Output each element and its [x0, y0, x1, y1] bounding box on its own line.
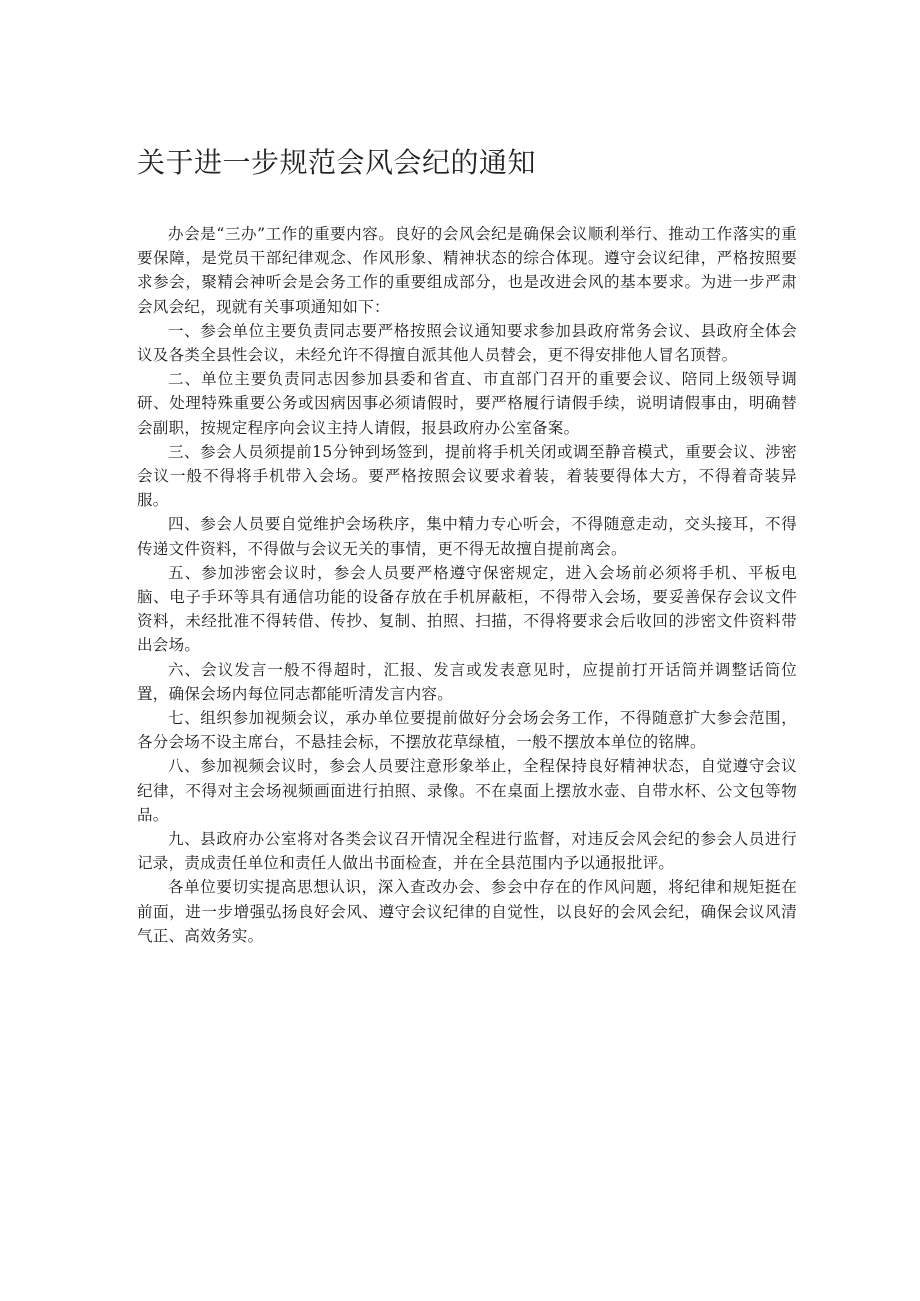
document-body [137, 222, 797, 948]
paragraph-intro: 办会是“三办”工作的重要内容。良好的会风会纪是确保会议顺利举行、推动工作落实的重要保障，是党员干部纪律观念、作风形象、精神状态的综合体现。遵守会议纪律，严格按照要求参会，聚精会神听会是会务工作的重要组成部分，也是改进会风的基本要求。为进一步严肃会风会纪，现就有关事项通知如下： [137, 225, 797, 316]
paragraph-item-4: 四、参会人员要自觉维护会场秩序，集中精力专心听会，不得随意走动，交头接耳，不得传递文件资料，不得做与会议无关的事情，更不得无故擅自提前离会。 [137, 515, 797, 558]
paragraph-item-3: 三、参会人员须提前15分钟到场签到，提前将手机关闭或调至静音模式，重要会议、涉密会议一般不得将手机带入会场。要严格按照会议要求着装，着装要得体大方，不得着奇装异服。 [137, 442, 797, 510]
paragraph-item-1: 一、参会单位主要负责同志要严格按照会议通知要求参加县政府常务会议、县政府全体会议及各类全县性会议，未经允许不得擅自派其他人员替会，更不得安排他人冒名顶替。 [137, 321, 797, 365]
paragraph-item-6: 六、会议发言一般不得超时，汇报、发言或发表意见时，应提前打开话筒并调整话筒位置，确保会场内每位同志都能听清发言内容。 [137, 660, 797, 703]
paragraph-item-5: 五、参加涉密会议时，参会人员要严格遵守保密规定，进入会场前必须将手机、平板电脑、电子手环等具有通信功能的设备存放在手机屏蔽柜，不得带入会场，要妥善保存会议文件资料，未经批准不得转借、传抄、复制、拍照、扫描，不得将要求会后收回的涉密文件资料带出会场。 [137, 563, 797, 655]
paragraph-item-2: 二、单位主要负责同志因参加县委和省直、市直部门召开的重要会议、陪同上级领导调研、处理特殊重要公务或因病因事必须请假时，要严格履行请假手续，说明请假事由，明确替会副职，按规定程序向会议主持人请假，报县政府办公室备案。 [137, 370, 797, 437]
paragraph-item-7: 七、组织参加视频会议，承办单位要提前做好分会场会务工作，不得随意扩大参会范围，各分会场不设主席台，不悬挂会标，不摆放花草绿植，一般不摆放本单位的铭牌。 [137, 709, 797, 752]
paragraph-item-8: 八、参加视频会议时，参会人员要注意形象举止，全程保持良好精神状态，自觉遵守会议纪律，不得对主会场视频画面进行拍照、录像。不在桌面上摆放水壶、自带水杯、公文包等物品。 [137, 757, 797, 824]
paragraph-conclusion: 各单位要切实提高思想认识，深入查改办会、参会中存在的作风问题，将纪律和规矩挺在前面，进一步增强弘扬良好会风、遵守会议纪律的自觉性，以良好的会风会纪，确保会议风清气正、高效务实。 [137, 878, 797, 945]
document-title: 关于进一步规范会风会纪的通知 [137, 146, 537, 179]
paragraph-item-9: 九、县政府办公室将对各类会议召开情况全程进行监督，对违反会风会纪的参会人员进行记录，责成责任单位和责任人做出书面检查，并在全县范围内予以通报批评。 [137, 830, 797, 873]
